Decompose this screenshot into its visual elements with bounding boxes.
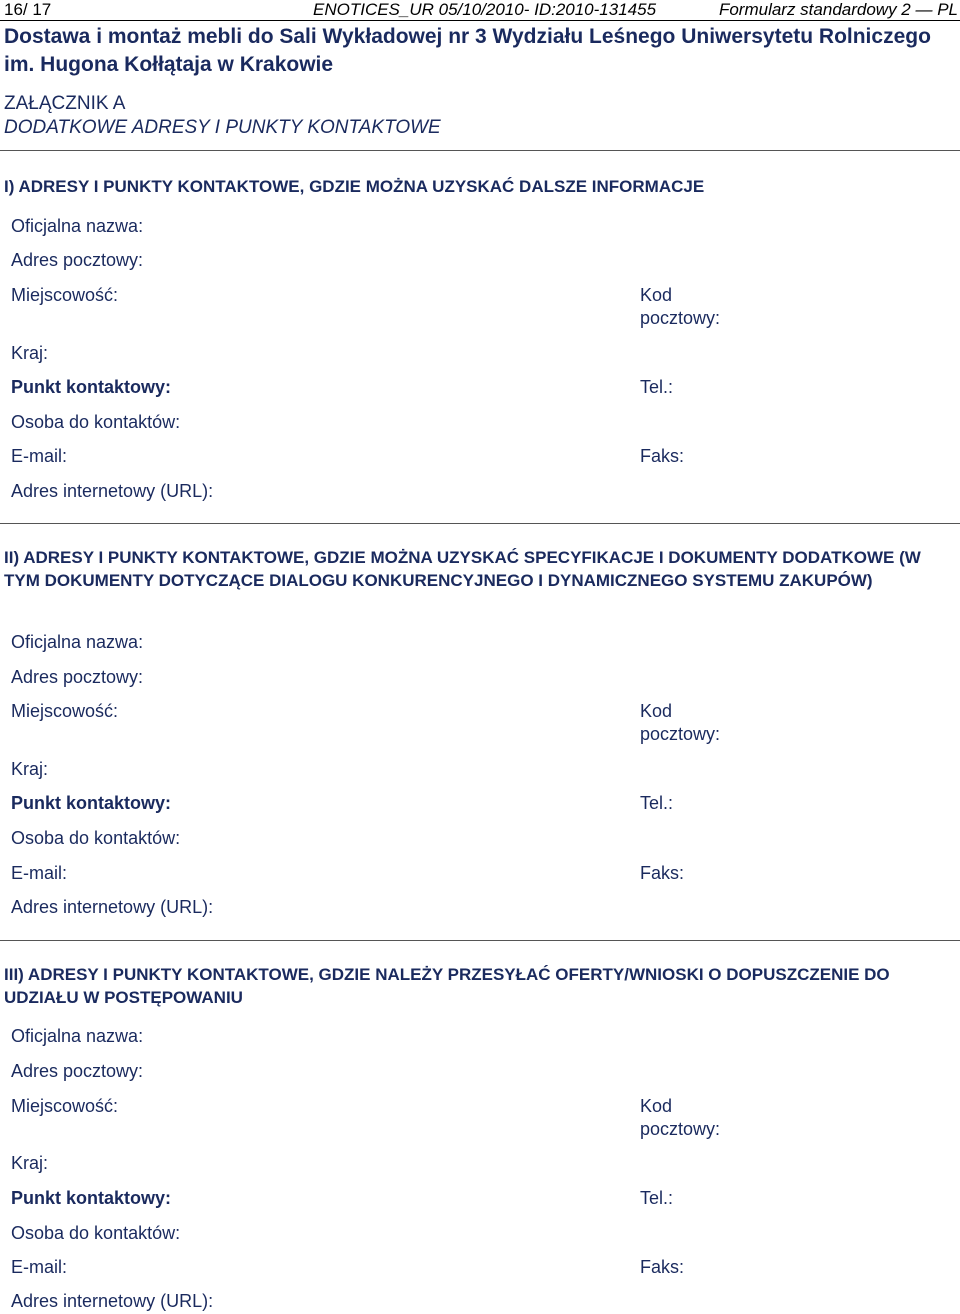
contact-point-label: Punkt kontaktowy:: [11, 377, 172, 397]
postal-address-label: Adres pocztowy:: [11, 1061, 144, 1081]
official-name-label: Oficjalna nazwa:: [11, 1026, 144, 1046]
phone-label: Tel.:: [640, 377, 674, 397]
email-label: E-mail:: [11, 863, 68, 883]
postal-address-label: Adres pocztowy:: [11, 250, 144, 270]
form-name: Formularz standardowy 2 — PL: [718, 0, 958, 19]
contact-person-label: Osoba do kontaktów:: [11, 828, 181, 848]
country-label: Kraj:: [11, 1153, 49, 1173]
contact-point-label: Punkt kontaktowy:: [11, 793, 172, 813]
phone-label: Tel.:: [640, 793, 674, 813]
section-heading: III) ADRESY I PUNKTY KONTAKTOWE, GDZIE NALEŻY PRZESYŁAĆ OFERTY/WNIOSKI O DOPUSZCZENIE DO UDZIAŁU W POSTĘPOWANIU: [4, 965, 890, 1007]
postal-code-label-line1: Kod: [640, 701, 673, 721]
divider: [0, 940, 960, 941]
divider: [0, 150, 960, 151]
town-label: Miejscowość:: [11, 701, 119, 721]
postal-code-label-line2: pocztowy:: [640, 724, 721, 744]
section-heading: I) ADRESY I PUNKTY KONTAKTOWE, GDZIE MOŻNA UZYSKAĆ DALSZE INFORMACJE: [4, 177, 705, 196]
contact-point-label: Punkt kontaktowy:: [11, 1188, 172, 1208]
url-label: Adres internetowy (URL):: [11, 1291, 214, 1311]
fax-label: Faks:: [640, 446, 685, 466]
contact-person-label: Osoba do kontaktów:: [11, 412, 181, 432]
postal-code-label-line2: pocztowy:: [640, 308, 721, 328]
section-heading: II) ADRESY I PUNKTY KONTAKTOWE, GDZIE MOŻNA UZYSKAĆ SPECYFIKACJE I DOKUMENTY DODATKOWE (W TYM DOKUMENTY DOTYCZĄCE DIALOGU KONKURENCYJNEGO I DYNAMICZNEGO SYSTEMU ZAKUPÓW): [4, 548, 921, 590]
town-label: Miejscowość:: [11, 285, 119, 305]
annex-name: ZAŁĄCZNIK A: [4, 93, 126, 114]
email-label: E-mail:: [11, 446, 68, 466]
official-name-label: Oficjalna nazwa:: [11, 632, 144, 652]
contact-person-label: Osoba do kontaktów:: [11, 1223, 181, 1243]
divider: [0, 523, 960, 524]
country-label: Kraj:: [11, 343, 49, 363]
url-label: Adres internetowy (URL):: [11, 897, 214, 917]
annex-subtitle: DODATKOWE ADRESY I PUNKTY KONTAKTOWE: [4, 117, 441, 138]
email-label: E-mail:: [11, 1257, 68, 1277]
url-label: Adres internetowy (URL):: [11, 481, 214, 501]
section-2: [4, 546, 956, 592]
postal-code-label-line1: Kod: [640, 285, 673, 305]
official-name-label: Oficjalna nazwa:: [11, 216, 144, 236]
annex-block: [4, 92, 441, 140]
phone-label: Tel.:: [640, 1188, 674, 1208]
country-label: Kraj:: [11, 759, 49, 779]
document-id: ENOTICES_UR 05/10/2010- ID:2010-131455: [313, 0, 657, 19]
page-number: 16/ 17: [4, 0, 52, 19]
document-title: Dostawa i montaż mebli do Sali Wykładowej nr 3 Wydziału Leśnego Uniwersytetu Rolniczego im. Hugona Kołłątaja w Krakowie: [4, 25, 931, 76]
section-3: [4, 963, 956, 1009]
fax-label: Faks:: [640, 1257, 685, 1277]
page-header: [0, 0, 960, 21]
fax-label: Faks:: [640, 863, 685, 883]
postal-code-label-line1: Kod: [640, 1096, 673, 1116]
town-label: Miejscowość:: [11, 1096, 119, 1116]
section-1: [4, 175, 956, 198]
postal-code-label-line2: pocztowy:: [640, 1119, 721, 1139]
postal-address-label: Adres pocztowy:: [11, 667, 144, 687]
